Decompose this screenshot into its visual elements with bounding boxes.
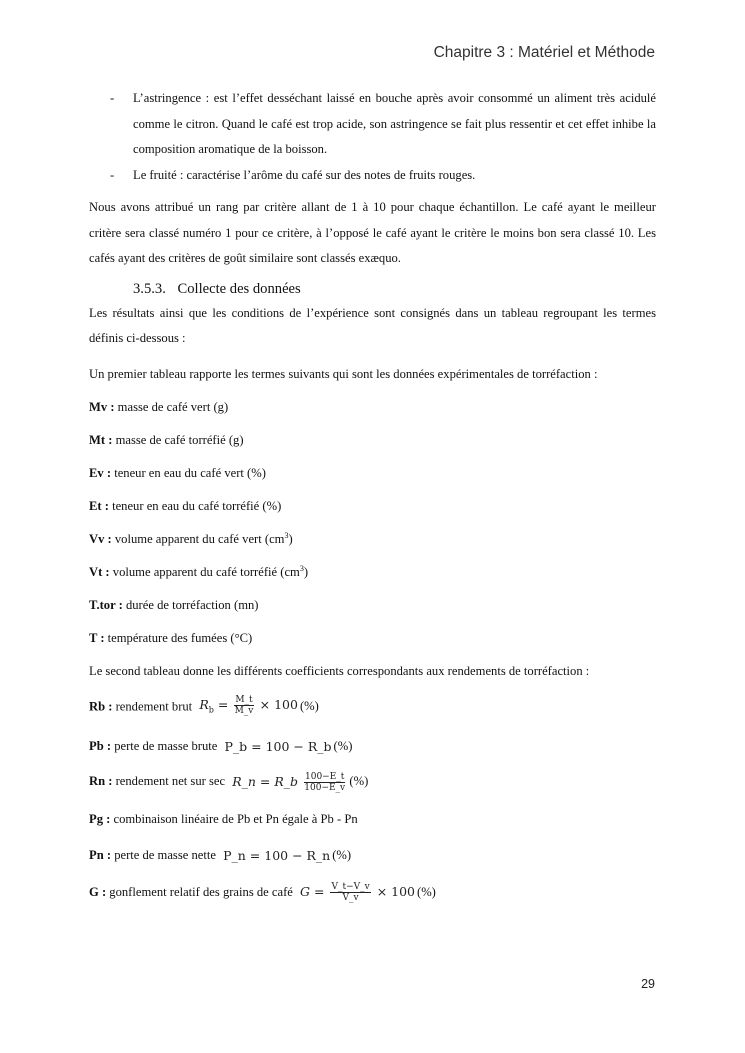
term: Pb : [89, 739, 112, 753]
numerator: V_t−V_v [331, 882, 370, 893]
definition-text-end: ) [288, 531, 293, 546]
bullet-text: Le fruité : caractérise l’arôme du café sur des notes de fruits rouges. [133, 167, 476, 182]
definition-text: teneur en eau du café vert (%) [111, 465, 266, 480]
definition-pn [89, 845, 656, 866]
definition-pg [89, 809, 656, 829]
definition-mt [89, 430, 656, 450]
definition-text-end: ) [303, 564, 309, 579]
definition-text: perte de masse brute [111, 739, 218, 753]
term: Rn : [89, 774, 113, 789]
definition-ttor [89, 595, 656, 615]
page-content [89, 86, 656, 903]
definition-g [89, 882, 656, 904]
section-title: Collecte des données [177, 280, 301, 297]
definition-vt [89, 562, 656, 582]
definition-text: rendement net sur sec [112, 774, 226, 789]
definition-text: température des fumées (°C) [104, 630, 253, 645]
term: Pg : [89, 811, 111, 826]
definition-text: perte de masse nette [111, 847, 216, 862]
fraction [304, 772, 345, 793]
formula-g: G = $\frac{V\_t-V\_v}{V\_v}$ × 100 [300, 882, 415, 904]
denominator: M_v [234, 705, 254, 716]
fraction [330, 882, 370, 903]
term: Et : [89, 498, 109, 513]
definition-rb [89, 695, 656, 721]
definition-vv [89, 529, 656, 549]
definition-text: combinaison linéaire de Pb et Pn égale à Pb - Pn [110, 811, 358, 826]
unit: (%) [299, 699, 319, 714]
formula-subscript: b [208, 705, 214, 714]
denominator: 100−E_v [304, 782, 346, 793]
definition-text: volume apparent du café torréfié (cm [109, 564, 300, 579]
formula-lhs: R_n = R_b [232, 773, 299, 789]
term: Ev : [89, 465, 112, 480]
bullet-dash: - [110, 91, 115, 105]
term: Mv : [89, 399, 115, 414]
term: Mt : [89, 432, 113, 447]
superscript: 3 [284, 530, 289, 540]
term: Vv : [89, 531, 112, 546]
definition-rn [89, 771, 656, 793]
unit: (%) [417, 884, 436, 899]
term: T : [89, 630, 105, 645]
section-number: 3.5.3. [133, 280, 166, 297]
definition-text: volume apparent du café vert (cm [111, 531, 285, 546]
term: G : [89, 884, 107, 899]
formula-lhs: R [199, 696, 209, 712]
bullet-text: L’astringence : est l’effet desséchant laissé en bouche après avoir consommé un aliment très acidulé comme le citron. Quand le café est trop acide, son astringence se fait plus ressentir et cet effet inhibe la composition aromatique de la boisson. [133, 91, 656, 156]
paragraph-results: Les résultats ainsi que les conditions de l’expérience sont consignés dans un tableau regroupant les termes définis ci-dessous : [89, 305, 656, 345]
formula-rn [232, 772, 347, 793]
chapter-header: Chapitre 3 : Matériel et Méthode [433, 44, 655, 61]
formula-tail: × 100 [259, 696, 298, 712]
term: Rb : [89, 699, 113, 714]
formula-rb: $R_b$ = $\frac{M\_t}{M\_v}$ × 100 [199, 694, 298, 716]
formula-tail: × 100 [376, 884, 415, 900]
paragraph-table2: Le second tableau donne les différents coefficients correspondants aux rendements de torréfaction : [89, 663, 590, 678]
term: T.tor : [89, 597, 123, 612]
unit: (%) [349, 774, 369, 789]
definition-text: rendement brut [112, 699, 193, 714]
definition-text: masse de café torréfié (g) [112, 432, 244, 447]
definition-mv [89, 397, 656, 417]
definition-et [89, 496, 656, 516]
formula-pb: P_b = 100 − R_b [224, 739, 332, 755]
numerator: 100−E_t [305, 771, 345, 782]
term: Pn : [89, 847, 112, 862]
unit: (%) [332, 847, 352, 862]
bullet-dash: - [110, 167, 115, 182]
unit: (%) [333, 739, 353, 753]
definition-pb [89, 736, 656, 757]
superscript: 3 [299, 563, 304, 573]
definition-text: durée de torréfaction (mn) [122, 597, 259, 612]
page-number: 29 [641, 977, 655, 991]
definition-text: gonflement relatif des grains de café [106, 884, 293, 899]
term: Vt : [89, 564, 110, 579]
fraction [234, 695, 253, 716]
definition-text: masse de café vert (g) [114, 399, 229, 414]
paragraph-ranking: Nous avons attribué un rang par critère allant de 1 à 10 pour chaque échantillon. Le café ayant le meilleur critère sera classé numéro 1 pour ce critère, à l’opposé le café ayant le critère le moins bon sera classé 10. Les cafés ayant des critères de goût similaire sont classés exæquo. [89, 200, 656, 265]
formula-lhs: G [300, 884, 311, 900]
definition-t [89, 628, 656, 648]
numerator: M_t [235, 694, 253, 705]
formula-pn: P_n = 100 − R_n [223, 847, 331, 863]
bullet-astringence [89, 86, 656, 163]
paragraph-table1: Un premier tableau rapporte les termes suivants qui sont les données expérimentales de torréfaction : [89, 366, 598, 381]
bullet-fruite [89, 163, 656, 189]
definition-ev [89, 463, 656, 483]
section-heading [133, 279, 656, 299]
denominator: V_v [342, 893, 359, 904]
definition-text: teneur en eau du café torréfié (%) [108, 498, 282, 513]
